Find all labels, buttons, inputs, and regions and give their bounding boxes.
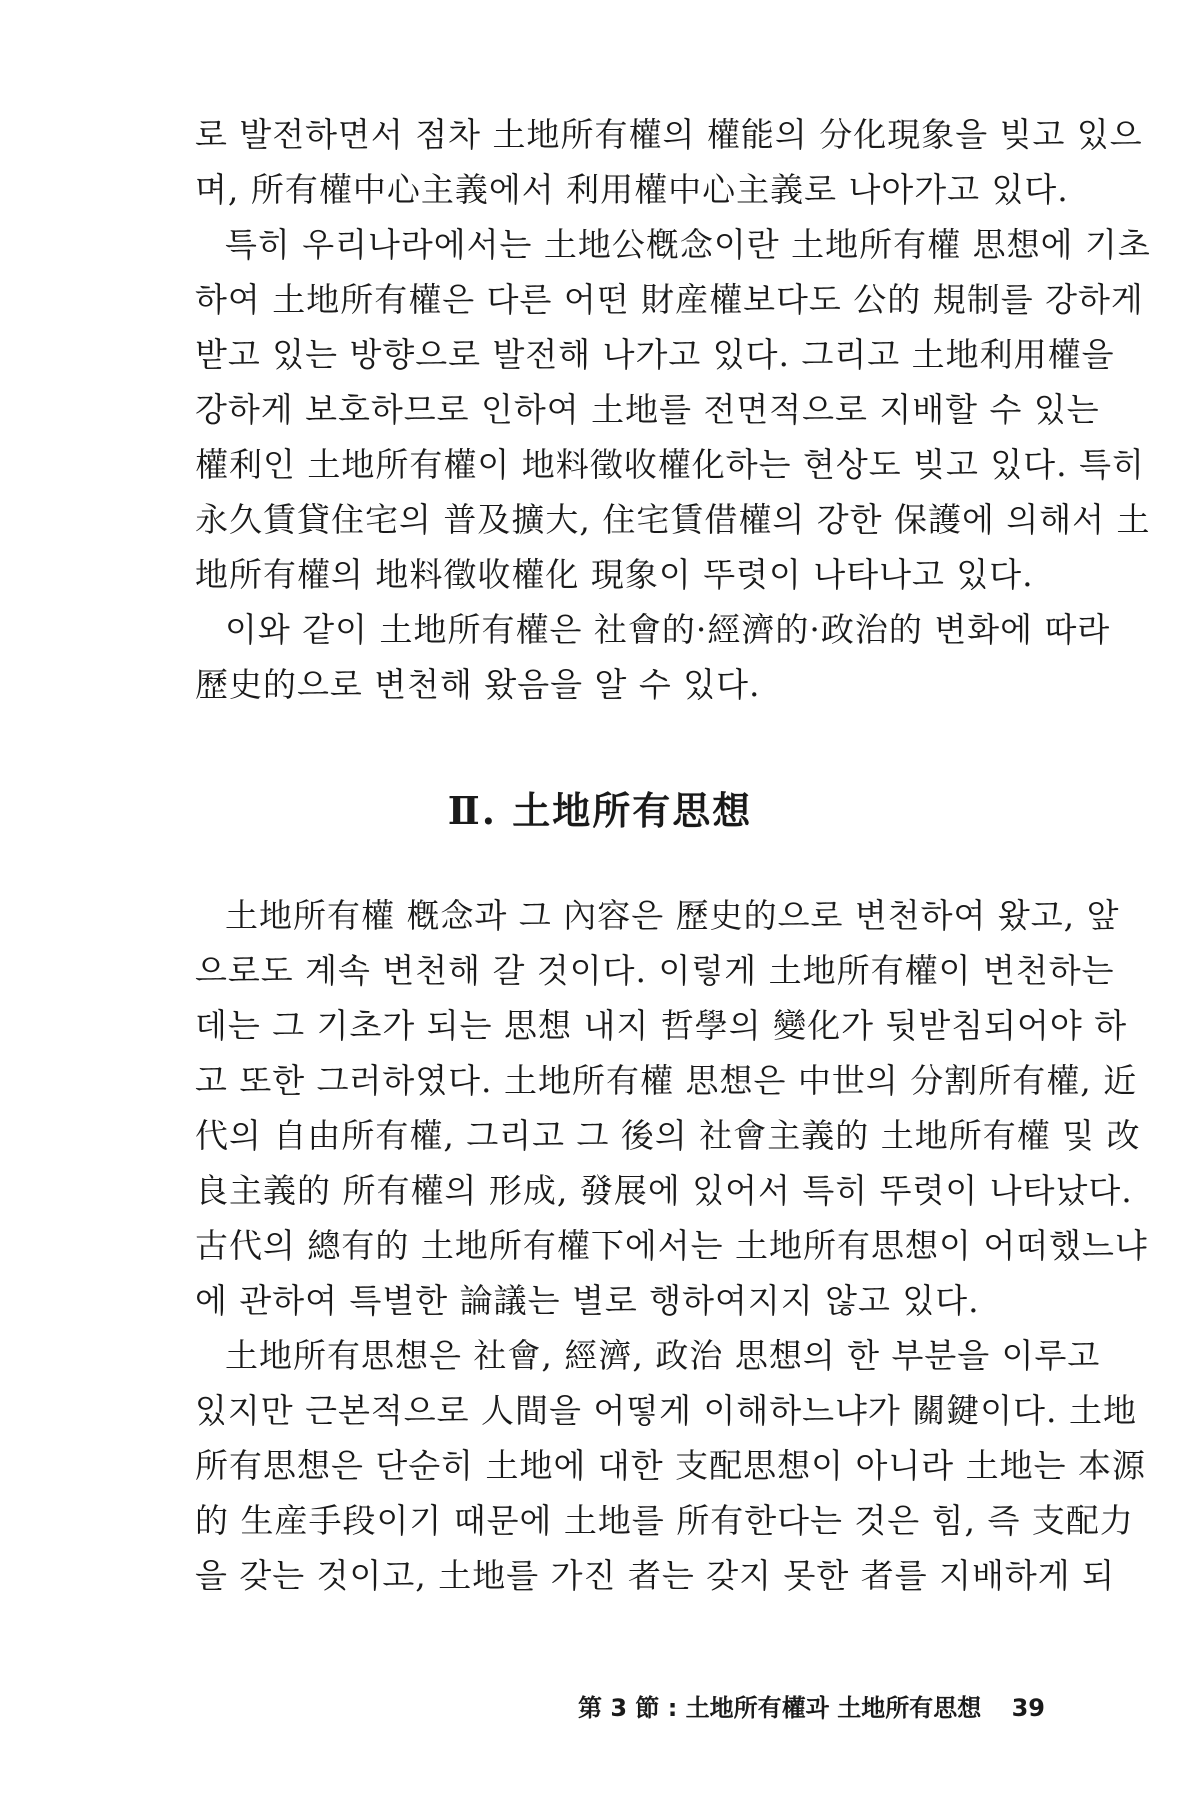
text-line: 所有思想은 단순히 土地에 대한 支配思想이 아니라 土地는 本源 [195,1446,1146,1485]
text-block-main [195,888,1148,1603]
text-line: 특히 우리나라에서는 土地公槪念이란 土地所有權 思想에 기초 [225,225,1151,264]
text-line: 으로도 계속 변천해 갈 것이다. 이렇게 土地所有權이 변천하는 [195,951,1115,990]
text-line: 良主義的 所有權의 形成, 發展에 있어서 특히 뚜렷이 나타났다. [195,1171,1133,1210]
text-line: 古代의 總有的 土地所有權下에서는 土地所有思想이 어떠했느냐 [195,1226,1148,1265]
paragraph [195,107,1143,217]
text-line: 的 生産手段이기 때문에 土地를 所有한다는 것은 힘, 즉 支配力 [195,1501,1134,1540]
text-line: 이와 같이 土地所有權은 社會的·經濟的·政治的 변화에 따라 [225,610,1111,649]
paragraph [195,602,1111,712]
text-line: 로 발전하면서 점차 土地所有權의 權能의 分化現象을 빚고 있으 [195,115,1143,154]
text-line: 土地所有權 槪念과 그 內容은 歷史的으로 변천하여 왔고, 앞 [225,896,1120,935]
paragraph [195,217,1151,602]
text-block-top [195,107,1151,712]
text-line: 歷史的으로 변천해 왔음을 알 수 있다. [195,665,761,704]
text-line: 고 또한 그러하였다. 土地所有權 思想은 中世의 分割所有權, 近 [195,1061,1138,1100]
text-line: 을 갖는 것이고, 土地를 가진 者는 갖지 못한 者를 지배하게 되 [195,1556,1115,1595]
text-line: 代의 自由所有權, 그리고 그 後의 社會主義的 土地所有權 및 改 [195,1116,1141,1155]
text-line: 權利인 土地所有權이 地料徵收權化하는 현상도 빚고 있다. 특히 [195,445,1145,484]
text-line: 土地所有思想은 社會, 經濟, 政治 思想의 한 부분을 이루고 [225,1336,1101,1375]
section-heading: Ⅱ. 土地所有思想 [447,788,753,833]
running-title: 第 3 節 : 土地所有權과 土地所有思想 [577,1694,982,1722]
paragraph [195,888,1148,1328]
text-line: 에 관하여 특별한 論議는 별로 행하여지지 않고 있다. [195,1281,980,1320]
text-line: 데는 그 기초가 되는 思想 내지 哲學의 變化가 뒷받침되어야 하 [195,1006,1128,1045]
page-footer [578,1688,1045,1723]
text-line: 강하게 보호하므로 인하여 土地를 전면적으로 지배할 수 있는 [195,390,1100,429]
text-line: 있지만 근본적으로 人間을 어떻게 이해하느냐가 關鍵이다. 土地 [195,1391,1137,1430]
text-line: 地所有權의 地料徵收權化 現象이 뚜렷이 나타나고 있다. [195,555,1034,594]
page-number: 39 [1011,1694,1045,1722]
text-line: 받고 있는 방향으로 발전해 나가고 있다. 그리고 土地利用權을 [195,335,1115,374]
text-line: 며, 所有權中心主義에서 利用權中心主義로 나아가고 있다. [195,170,1069,209]
text-line: 하여 土地所有權은 다른 어떤 財産權보다도 公的 規制를 강하게 [195,280,1144,319]
paragraph [195,1328,1146,1603]
text-line: 永久賃貸住宅의 普及擴大, 住宅賃借權의 강한 保護에 의해서 土 [195,500,1151,539]
